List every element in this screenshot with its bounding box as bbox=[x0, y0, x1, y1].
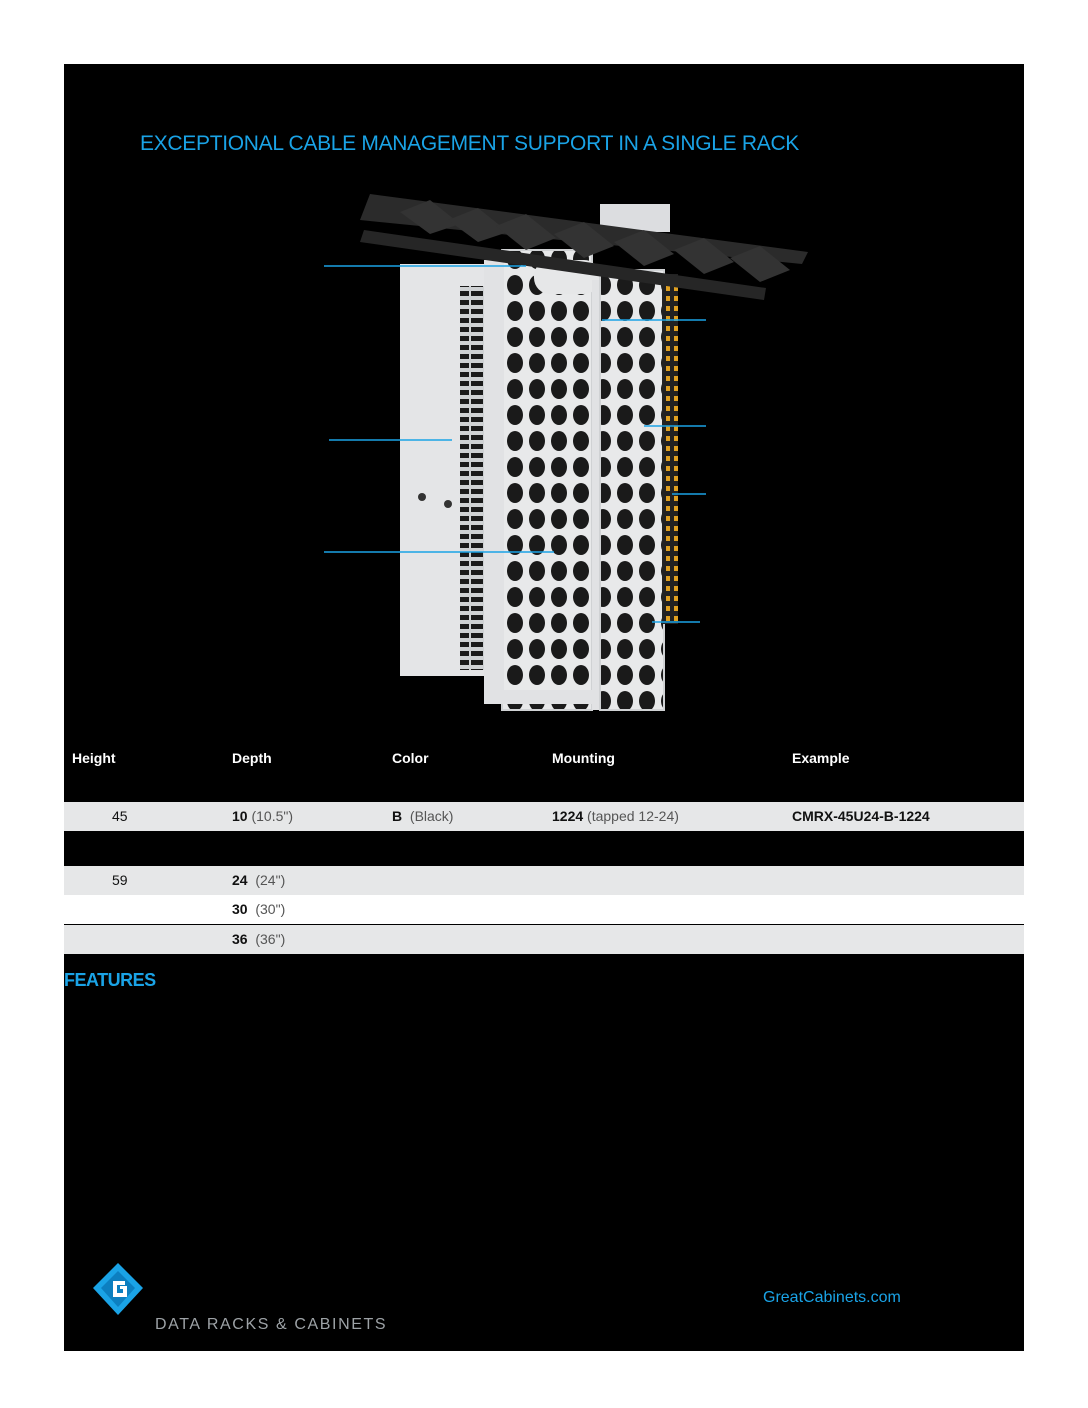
page bbox=[64, 64, 1024, 1351]
brand-name: DATA RACKS & CABINETS bbox=[155, 1316, 388, 1333]
table-row bbox=[64, 895, 1024, 924]
table-row bbox=[64, 866, 1024, 895]
features-heading: FEATURES bbox=[64, 970, 156, 990]
brand-logo-icon bbox=[91, 1261, 145, 1319]
table-row bbox=[64, 802, 1024, 831]
header-depth: Depth bbox=[232, 750, 272, 766]
right-side-panel bbox=[600, 270, 664, 710]
mounting-value: 1224 (tapped 12-24) bbox=[552, 808, 679, 824]
color-value: B (Black) bbox=[392, 808, 454, 824]
rear-side-panel bbox=[502, 250, 592, 710]
example-value: CMRX-45U24-B-1224 bbox=[792, 808, 930, 824]
header-example: Example bbox=[792, 750, 850, 766]
rack-illustration bbox=[64, 64, 1024, 724]
height-value: 45 bbox=[112, 808, 128, 824]
table-row bbox=[64, 925, 1024, 954]
website-link[interactable]: GreatCabinets.com bbox=[763, 1289, 901, 1306]
page-title: EXCEPTIONAL CABLE MANAGEMENT SUPPORT IN A SINGLE RACK bbox=[140, 132, 800, 155]
header-color: Color bbox=[392, 750, 429, 766]
header-mounting: Mounting bbox=[552, 750, 615, 766]
header-height: Height bbox=[72, 750, 116, 766]
depth-value: 36 (36") bbox=[232, 931, 286, 947]
depth-value: 10 (10.5") bbox=[232, 808, 294, 824]
depth-value: 24 (24") bbox=[232, 872, 286, 888]
depth-value: 30 (30") bbox=[232, 901, 286, 917]
cable-manager-fingers bbox=[460, 286, 486, 670]
patch-panel-strip bbox=[662, 274, 678, 624]
height-value: 59 bbox=[112, 872, 128, 888]
